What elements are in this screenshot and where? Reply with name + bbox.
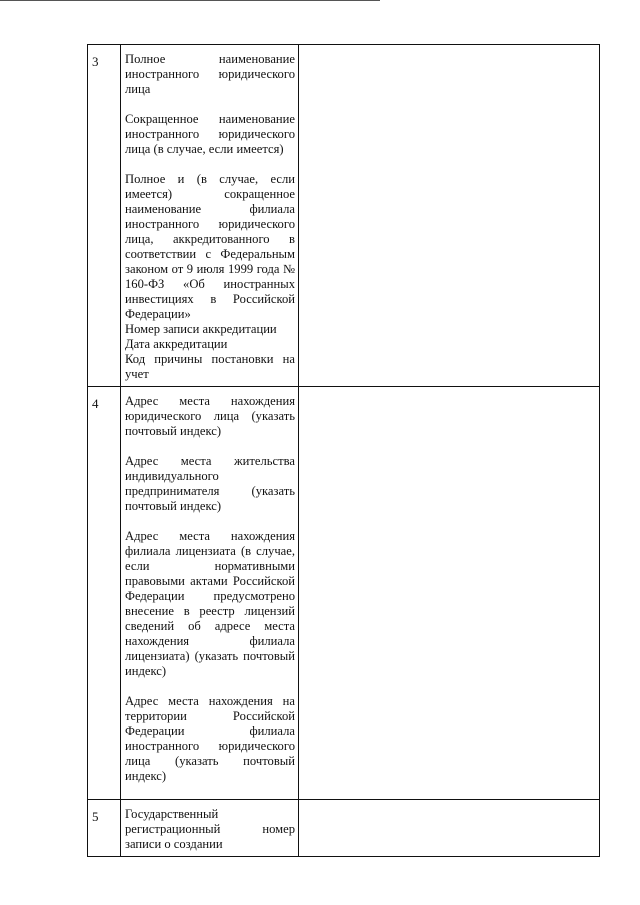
label-full-name: Полное наименование иностранного юридического лица <box>125 52 295 96</box>
field-label-cell <box>121 800 299 857</box>
field-label <box>121 45 298 386</box>
table-row-4 <box>88 387 600 800</box>
row-number-cell <box>88 387 121 800</box>
label-accreditation-number: Номер записи аккредитации <box>125 322 277 336</box>
row-number: 4 <box>92 396 99 411</box>
field-value-cell <box>299 387 600 800</box>
label-registration-number: Государственный регистрационный номер записи о создании <box>125 807 295 851</box>
row-number-cell <box>88 800 121 857</box>
table-row-5 <box>88 800 600 857</box>
label-branch-name: Полное и (в случае, если имеется) сокращенное наименование филиала иностранного юридического лица, аккредитованного в соответствии с Федеральным законом от 9 июля 1999 года № 160-ФЗ «Об иностранных инвестициях в Российской Федерации» <box>125 172 295 321</box>
label-foreign-branch-address: Адрес места нахождения на территории Российской Федерации филиала иностранного юридического лица (указать почтовый индекс) <box>125 694 295 783</box>
label-entrepreneur-address: Адрес места жительства индивидуального предпринимателя (указать почтовый индекс) <box>125 454 295 513</box>
field-value-cell <box>299 800 600 857</box>
label-short-name: Сокращенное наименование иностранного юридического лица (в случае, если имеется) <box>125 112 295 156</box>
label-accreditation-date: Дата аккредитации <box>125 337 228 351</box>
field-label-cell <box>121 387 299 800</box>
row-number: 3 <box>92 54 99 69</box>
field-label-cell <box>121 45 299 387</box>
table-row-3 <box>88 45 600 387</box>
label-legal-address: Адрес места нахождения юридического лица (указать почтовый индекс) <box>125 394 295 438</box>
field-value-cell <box>299 45 600 387</box>
field-label <box>121 800 298 856</box>
top-edge-line <box>0 0 380 1</box>
license-form-table <box>87 44 600 857</box>
label-registration-reason-code: Код причины постановки на учет <box>125 352 295 381</box>
row-number: 5 <box>92 809 99 824</box>
label-branch-address: Адрес места нахождения филиала лицензиата (в случае, если нормативными правовыми актами Российской Федерации предусмотрено внесение в реестр лицензий сведений об адресе места нахождения филиала лицензиата) (указать почтовый индекс) <box>125 529 295 678</box>
field-label <box>121 387 298 788</box>
row-number-cell <box>88 45 121 387</box>
